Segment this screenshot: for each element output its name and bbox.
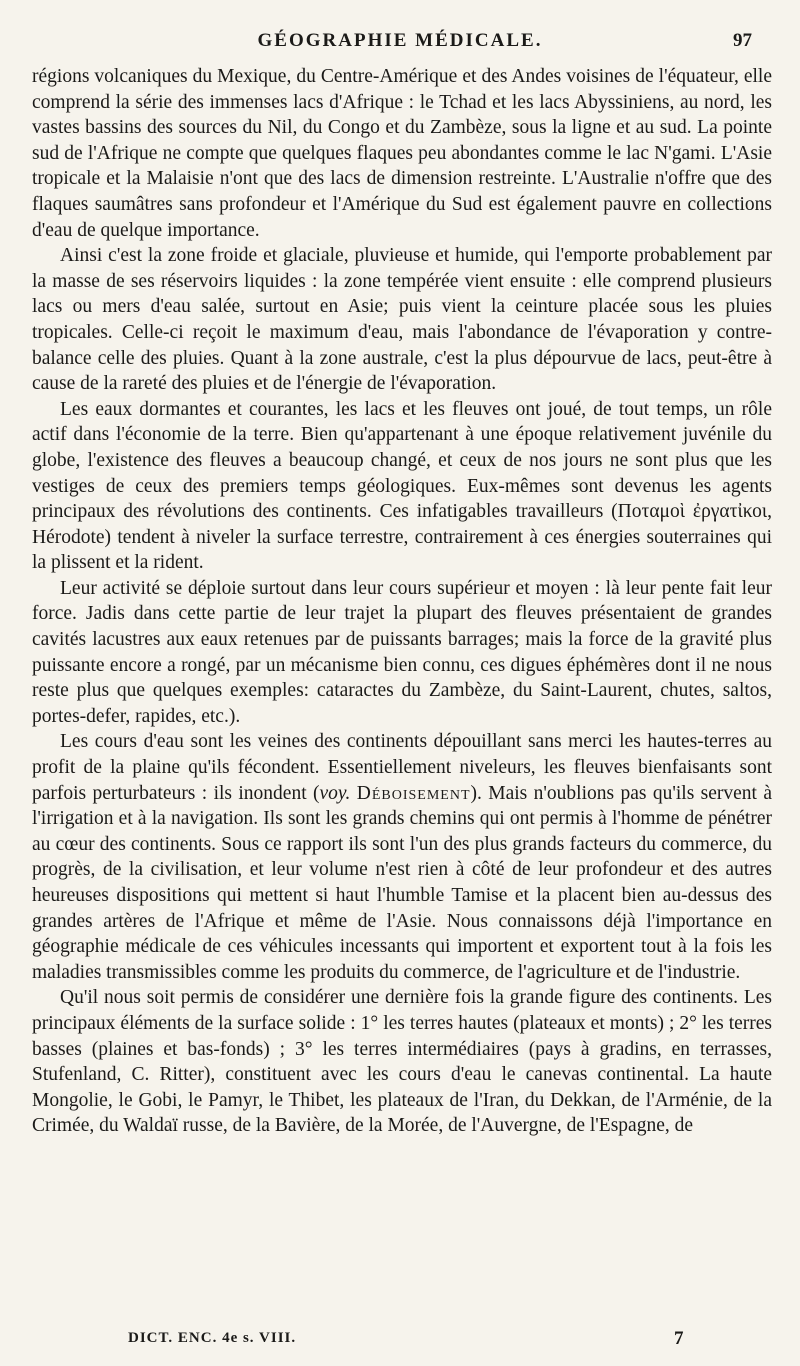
running-title: GÉOGRAPHIE MÉDICALE. bbox=[257, 30, 543, 51]
cross-reference: Déboisement bbox=[356, 782, 471, 804]
paragraph: Qu'il nous soit permis de considérer une dernière fois la grande figure des continents. Les principaux éléments de la surface solide : 1° les terres hautes (plateaux et monts) ; 2° les terres basses (plaines et bas-fonds) ; 3° les terres intermédiaires (pays à gradins, en terrasses, Stufenland, C. Ritter), constituent avec les cours d'eau le canevas continental. La haute Mongolie, le Gobi, le Pamyr, le Thibet, les plateaux de l'Iran, du Dekkan, de l'Arménie, de la Crimée, du Waldaï russe, de la Bavière, de la Morée, de l'Auvergne, de l'Espagne, de bbox=[32, 987, 772, 1137]
printer-signature: DICT. ENC. 4e s. VIII. bbox=[128, 1330, 297, 1346]
paragraph-text: Les cours d'eau sont les veines des continents dépouillant sans merci les hautes-terres au profit de la plaine qu'ils fécondent. Essentiellement niveleurs, les fleuves bienfaisants sont parfois perturbateurs : ils inondent ( bbox=[32, 731, 772, 804]
paragraph: Leur activité se déploie surtout dans leur cours supérieur et moyen : là leur pente fait leur force. Jadis dans cette partie de leur trajet la plupart des fleuves présentaient de grandes cavités lacustres aux eaux retenues par de puissants barrages; mais la force de la gravité plus puissante encore a rongé, par un mécanisme bien connu, ces digues éphémères dont il ne nous reste plus que quelques exemples: cataractes du Zambèze, du Saint-Laurent, chutes, saltos, portes-defer, rapides, etc.). bbox=[32, 577, 772, 727]
paragraph-with-crossref bbox=[32, 729, 772, 985]
sheet-number: 7 bbox=[674, 1328, 684, 1349]
paragraph: Les eaux dormantes et courantes, les lacs et les fleuves ont joué, de tout temps, un rôle actif dans l'économie de la terre. Bien qu'appartenant à une époque relativement juvénile du globe, l'existence des fleuves a beaucoup changé, et ceux de nos jours ne sont plus que les vestiges de ceux des premiers temps géologiques. Eux-mêmes sont devenus les agents principaux des révolutions des continents. Ces infatigables travailleurs (Ποταμοὶ ἐργατἰκοι, Hérodote) tendent à niveler la surface terrestre, contrairement à ces énergies souterraines qui la plissent et la rident. bbox=[32, 398, 772, 574]
paragraph-continuation: régions volcaniques du Mexique, du Centre-Amérique et des Andes voisines de l'équateur, elle comprend la série des immenses lacs d'Afrique : le Tchad et les lacs Abyssiniens, au nord, les vastes bassins des sources du Nil, du Congo et du Zambèze, sous la ligne et au sud. La pointe sud de l'Afrique ne compte que quelques flaques peu abondantes comme le lac N'gami. L'Asie tropicale et la Malaisie n'ont que des lacs de dimension restreinte. L'Australie n'offre que des flaques saumâtres sans profondeur et l'Amérique du Sud est également pauvre en collections d'eau de quelque importance. bbox=[32, 66, 772, 241]
page-footer bbox=[0, 1328, 800, 1354]
main-text bbox=[32, 64, 772, 1139]
paragraph: Ainsi c'est la zone froide et glaciale, pluvieuse et humide, qui l'emporte probablement par la masse de ses réservoirs liquides : la zone tempérée vient ensuite : elle comprend plusieurs lacs ou mers d'eau salée, surtout en Asie; puis vient la ceinture placée sous les pluies tropicales. Celle-ci reçoit le maximum d'eau, mais l'abondance de l'évaporation y contre-balance celle des pluies. Quant à la zone australe, c'est la plus dépourvue de lacs, peut-être à cause de la rareté des pluies et de l'énergie de l'évaporation. bbox=[32, 245, 772, 395]
page-number: 97 bbox=[733, 30, 752, 51]
paragraph-text: ). Mais n'oublions pas qu'ils servent à l'irrigation et à la navigation. Ils sont les grands chemins qui ont permis à l'homme de pénétrer au cœur des continents. Sous ce rapport ils sont l'un des plus grands facteurs du commerce, du progrès, de la civilisation, et leur volume n'est rien à côté de leur profondeur et des autres heureuses dispositions qui mettent si haut l'humble Tamise et la placent bien au-dessus des grandes artères de l'Afrique et même de l'Asie. Nous connaissons déjà l'importance en géographie médicale de ces véhicules incessants qui importent et exportent tout à la fois les maladies transmissibles comme les produits du commerce, de l'agriculture et de l'industrie. bbox=[32, 782, 773, 983]
voy-abbrev: voy. bbox=[319, 782, 351, 804]
running-header bbox=[0, 26, 800, 58]
